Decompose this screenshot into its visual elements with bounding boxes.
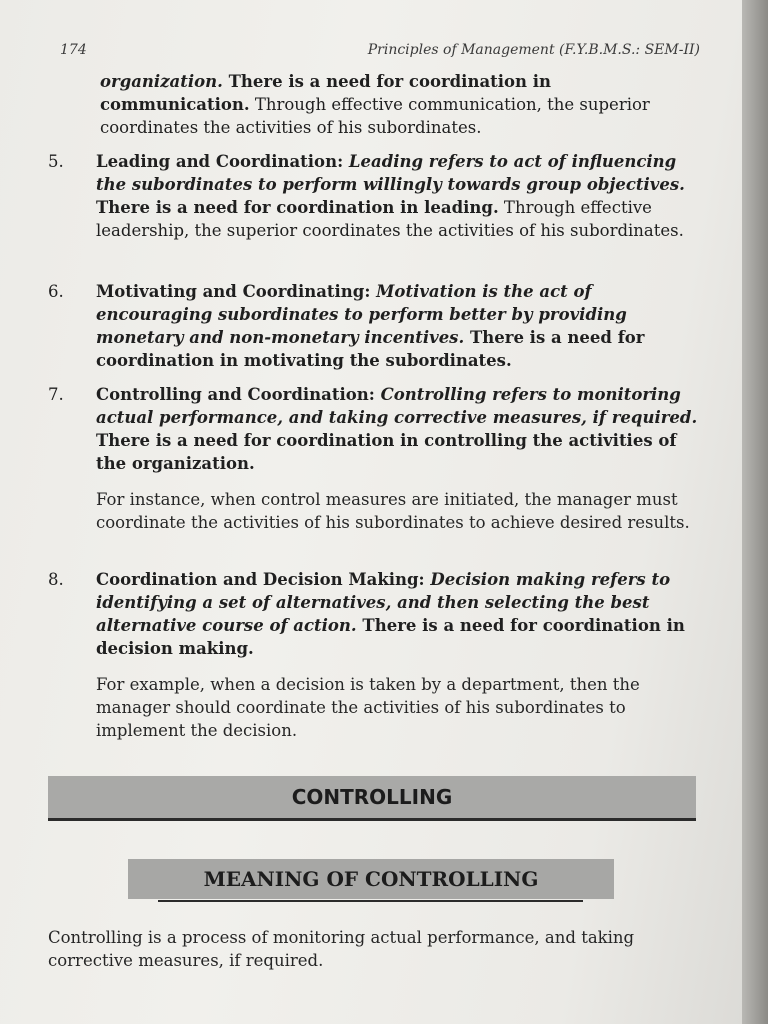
item-need: There is a need for coordination in motivating the subordinates. xyxy=(96,328,645,370)
item-need: There is a need for coordination in decision making. xyxy=(96,616,685,658)
list-item-7 xyxy=(48,383,703,475)
item-heading: Leading and Coordination: xyxy=(96,152,349,171)
item-number: 8. xyxy=(48,570,64,589)
item-definition: Decision making refers to identifying a set of alternatives, and then selecting the best alternative course of action. xyxy=(96,570,671,635)
running-title: Principles of Management (F.Y.B.M.S.: SEM-II) xyxy=(367,42,700,58)
lead-bold: There is a need for coordination in communication. xyxy=(100,72,552,114)
item-need: There is a need for coordination in leading. xyxy=(96,198,499,217)
lead-plain: Through effective communication, the superior coordinates the activities of his subordinates. xyxy=(100,95,650,137)
item-rest: Through effective leadership, the superior coordinates the activities of his subordinates. xyxy=(96,198,684,240)
item-definition: Controlling refers to monitoring actual performance, and taking corrective measures, if required. xyxy=(96,385,698,427)
item-need: There is a need for coordination in controlling the activities of the organization. xyxy=(96,431,677,473)
item-definition: Leading refers to act of influencing the subordinates to perform willingly towards group objectives. xyxy=(96,152,685,194)
item-number: 5. xyxy=(48,152,64,171)
list-item-6 xyxy=(48,280,703,372)
section-heading: CONTROLLING xyxy=(48,776,696,821)
list-item-8 xyxy=(48,568,703,660)
item-number: 7. xyxy=(48,385,64,404)
item-8-example: For example, when a decision is taken by a department, then the manager should coordinate the activities of his subordinates to implement the decision. xyxy=(96,675,640,740)
subsection-underline xyxy=(158,900,583,902)
page-number: 174 xyxy=(60,42,87,58)
lead-paragraph xyxy=(100,70,705,139)
lead-bold-italic: organization. xyxy=(100,72,223,91)
page-header xyxy=(60,42,700,64)
item-7-example: For instance, when control measures are initiated, the manager must coordinate the activities of his subordinates to achieve desired results. xyxy=(96,490,690,532)
page-edge xyxy=(742,0,768,1024)
closing-paragraph: Controlling is a process of monitoring actual performance, and taking corrective measures, if required. xyxy=(48,928,635,970)
item-heading: Controlling and Coordination: xyxy=(96,385,381,404)
item-number: 6. xyxy=(48,282,64,301)
item-heading: Coordination and Decision Making: xyxy=(96,570,431,589)
list-item-5 xyxy=(48,150,703,242)
item-heading: Motivating and Coordinating: xyxy=(96,282,377,301)
item-definition: Motivation is the act of encouraging subordinates to perform better by providing monetary and non-monetary incentives. xyxy=(96,282,627,347)
subsection-heading: MEANING OF CONTROLLING xyxy=(128,859,614,899)
